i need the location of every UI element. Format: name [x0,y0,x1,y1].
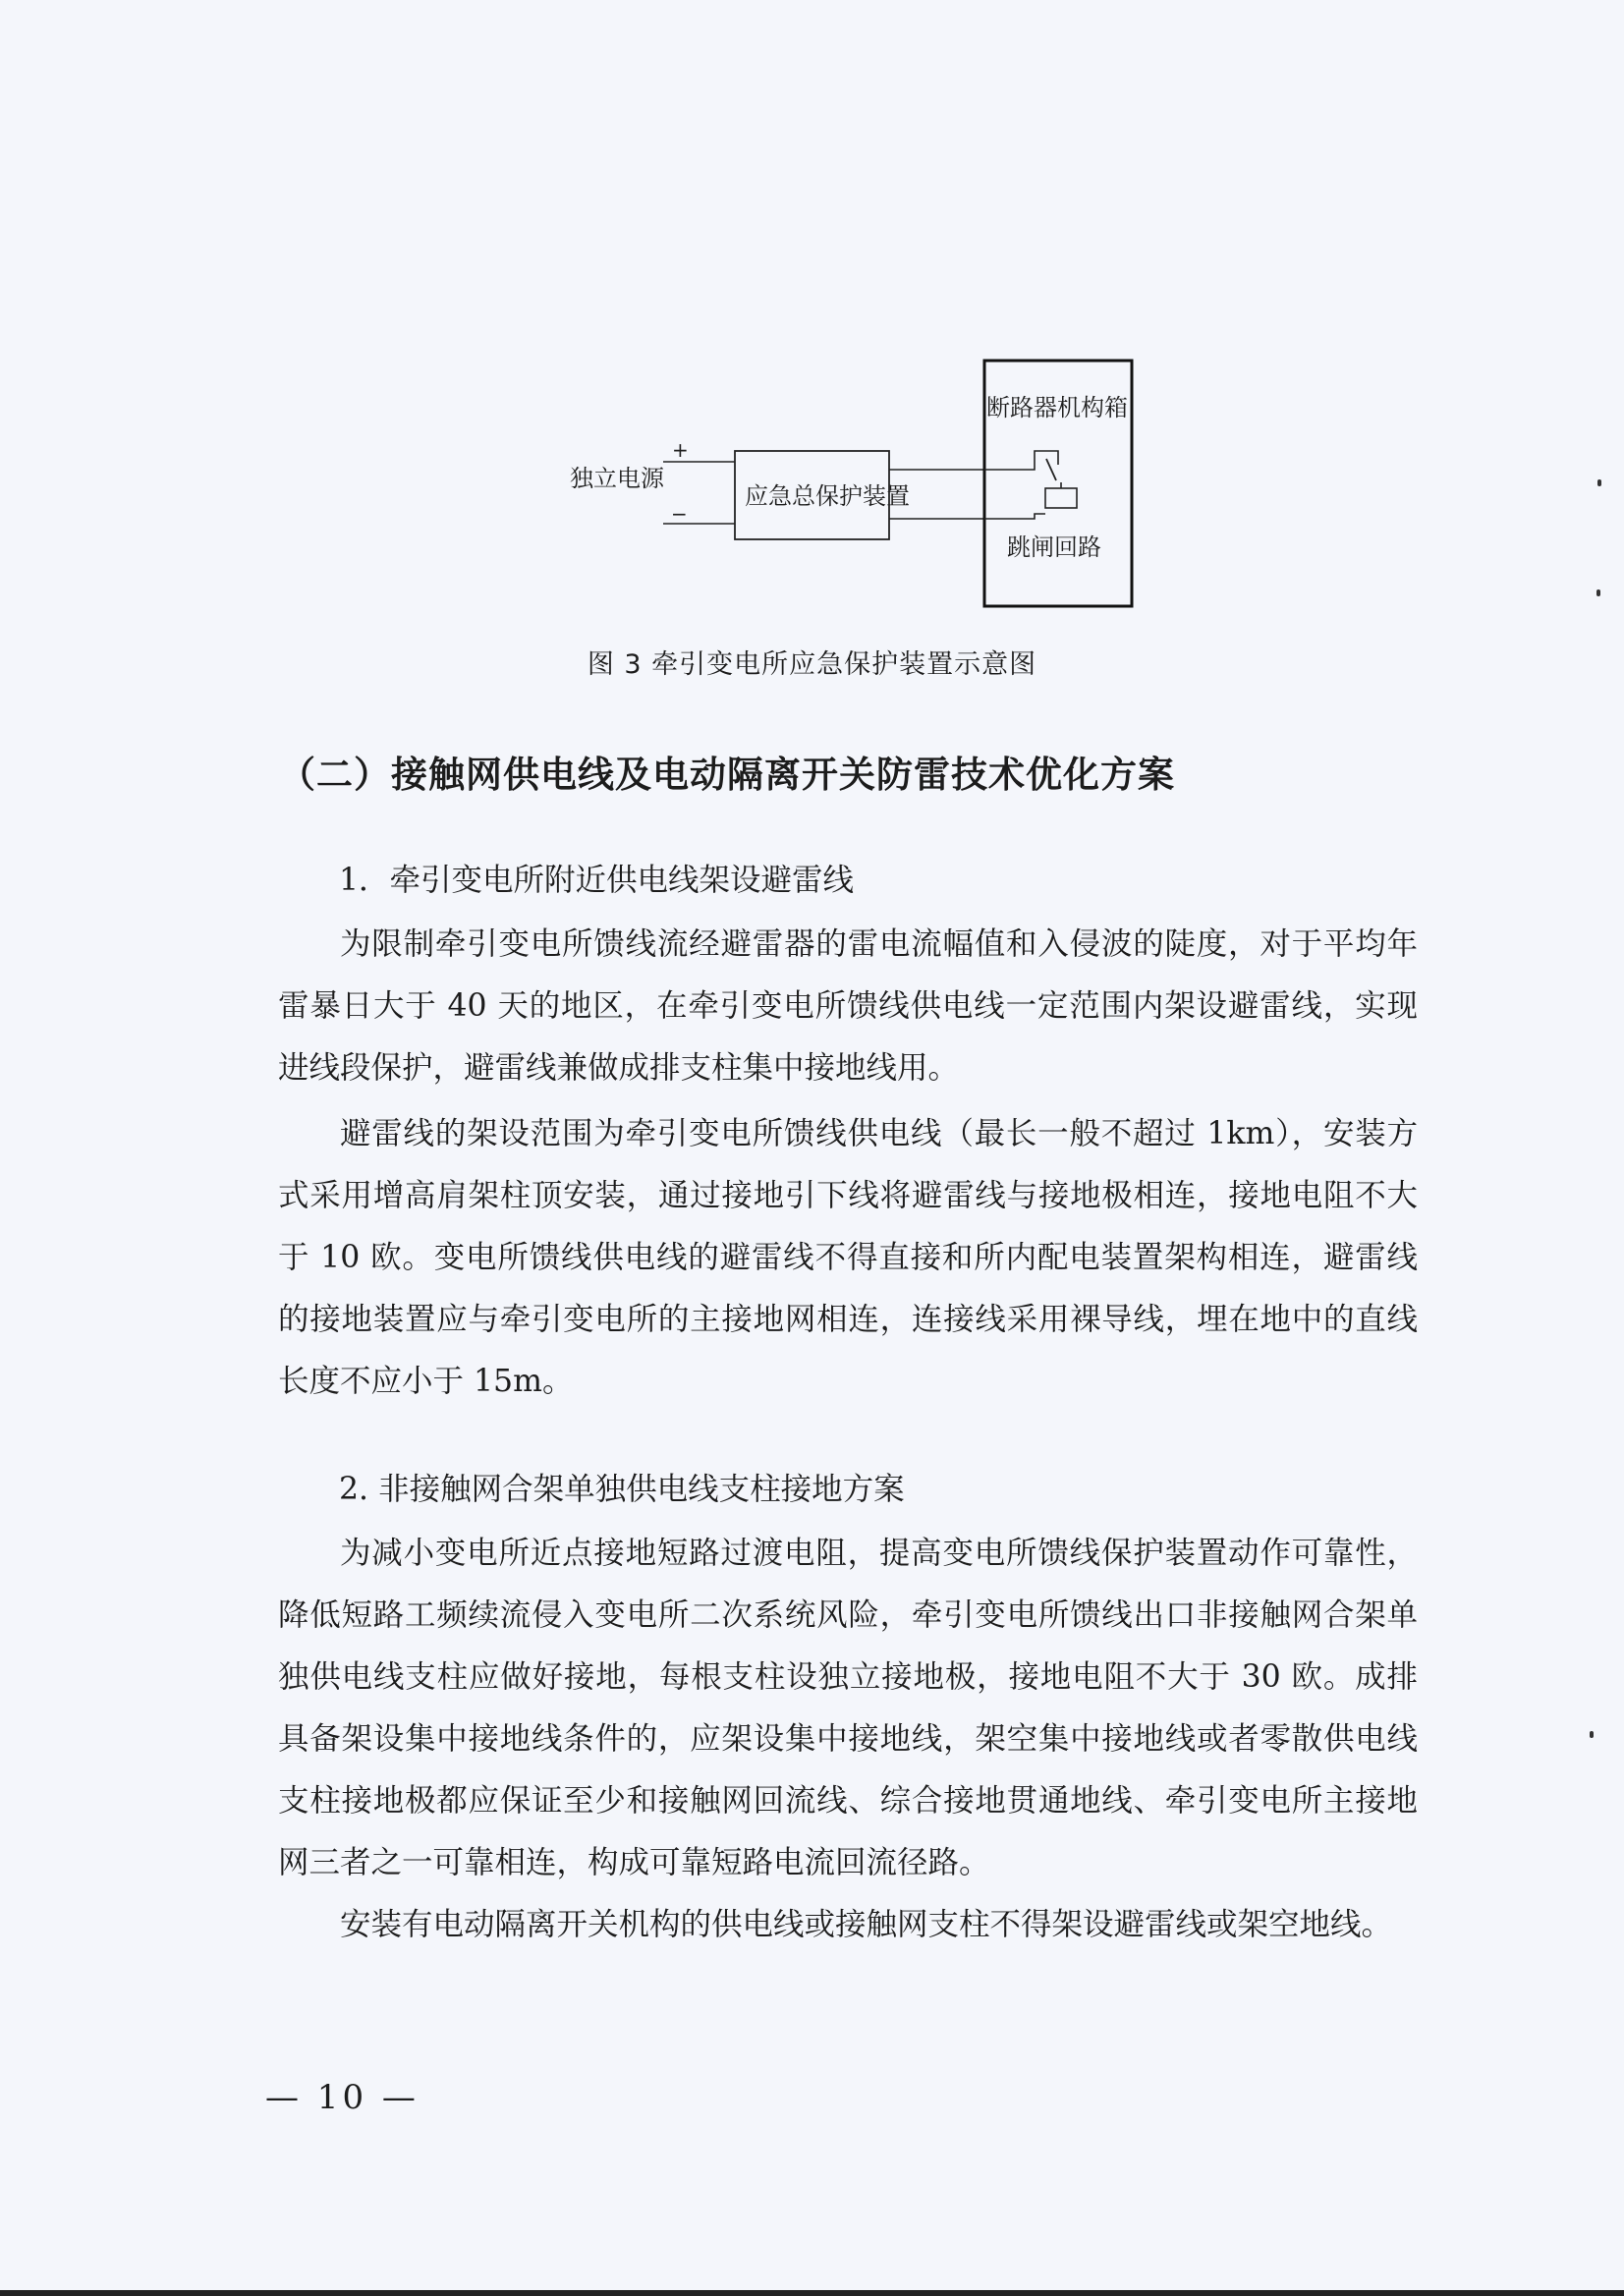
paragraph: 安装有电动隔离开关机构的供电线或接触网支柱不得架设避雷线或架空地线。 [340,1907,1393,1942]
figure-caption: 图 3 牵引变电所应急保护装置示意图 [587,649,1037,680]
trip-contact-switch [1046,459,1056,480]
subsection-1-heading: 1．牵引变电所附近供电线架设避雷线 [339,863,855,898]
protection-device-label: 应急总保护装置 [745,482,910,510]
paragraph: 为限制牵引变电所馈线流经避雷器的雷电流幅值和入侵波的陡度，对于平均年雷暴日大于 40 天的地区，在牵引变电所馈线供电线一定范围内架设避雷线，实现进线段保护，避雷线兼做成排支柱集中接地线用。 [278,926,1418,1086]
scan-speck [1597,479,1601,486]
subsection-2 [278,1459,1418,1956]
plus-sign: + [672,438,689,462]
scan-speck [1596,589,1600,596]
breaker-box-label: 断路器机构箱 [986,394,1128,421]
scan-speck [1590,1731,1594,1738]
minus-sign: − [671,502,688,526]
paragraph: 为减小变电所近点接地短路过渡电阻，提高变电所馈线保护装置动作可靠性，降低短路工频续流侵入变电所二次系统风险，牵引变电所馈线出口非接触网合架单独供电线支柱应做好接地，每根支柱设独立接地极，接地电阻不大于 30 欧。成排具备架设集中接地线条件的，应架设集中接地线，架空集中接地线或者零散供电线支柱接地极都应保证至少和接触网回流线、综合接地贯通地线、牵引变电所主接地网三者之一可靠相连，构成可靠短路电流回流径路。 [278,1536,1418,1880]
scan-bottom-edge [0,2290,1624,2296]
section-heading: （二）接触网供电线及电动隔离开关防雷技术优化方案 [279,754,1175,796]
page-number: — 10 — [265,2078,420,2117]
paragraph: 避雷线的架设范围为牵引变电所馈线供电线（最长一般不超过 1km），安装方式采用增高肩架柱顶安装，通过接地引下线将避雷线与接地极相连，接地电阻不大于 10 欧。变电所馈线供电线的避雷线不得直接和所内配电装置架构相连，避雷线的接地装置应与牵引变电所的主接地网相连，连接线采用裸导线，埋在地中的直线长度不应小于 15m。 [278,1116,1418,1399]
emergency-protection-diagram [550,349,1140,624]
power-source-label: 独立电源 [570,465,664,492]
trip-return-wire [984,514,1045,519]
trip-coil [1045,488,1077,508]
subsection-2-heading: 2. 非接触网合架单独供电线支柱接地方案 [339,1472,905,1507]
trip-circuit-label: 跳闸回路 [1007,533,1101,561]
subsection-1 [278,850,1418,1413]
